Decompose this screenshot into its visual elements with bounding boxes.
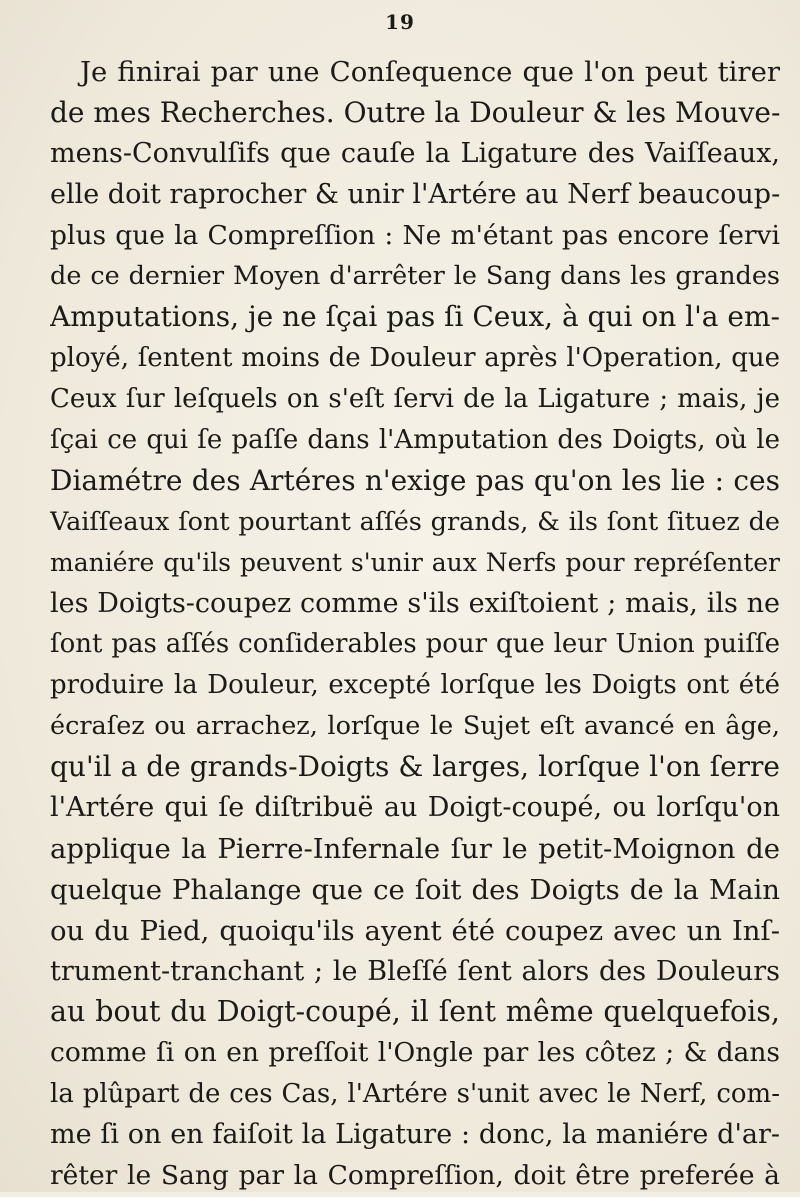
text-line: rêter le Sang par la Compreſſion, doit être preferée à: [50, 1160, 780, 1192]
text-line: de ce dernier Moyen d'arrêter le Sang dans les grandes: [50, 261, 780, 292]
text-line: écraſez ou arrachez, lorſque le Sujet eſt avancé en âge,: [50, 711, 780, 742]
text-line: Je finirai par une Conſequence que l'on peut tirer: [80, 56, 780, 88]
text-line: quelque Phalange que ce ſoit des Doigts de la Main: [50, 873, 780, 906]
text-line: la plûpart de ces Cas, l'Artére s'unit avec le Nerf, com-: [50, 1079, 780, 1110]
text-line: me ſi on en faiſoit la Ligature : donc, la maniére d'ar-: [50, 1119, 780, 1151]
text-line: l'Artére qui ſe diſtribuë au Doigt-coupé, ou lorſqu'on: [50, 792, 780, 824]
text-line: ſçai ce qui ſe paſſe dans l'Amputation des Doigts, où le: [50, 425, 780, 456]
text-line: ou du Pied, quoiqu'ils ayent été coupez avec un Inſ-: [50, 914, 780, 947]
page-number: 19: [385, 10, 415, 34]
text-line: ployé, ſentent moins de Douleur après l'Operation, que: [50, 343, 780, 374]
text-line: au bout du Doigt-coupé, il ſent même quelquefois,: [50, 995, 780, 1029]
text-line: qu'il a de grands-Doigts & larges, lorſque l'on ſerre: [50, 750, 780, 784]
text-line: comme ſi on en preſſoit l'Ongle par les côtez ; & dans: [50, 1037, 780, 1069]
text-line: trument-tranchant ; le Bleſſé ſent alors des Douleurs: [50, 955, 780, 987]
text-line: Vaiſſeaux ſont pourtant aſſés grands, & ils ſont ſituez de: [50, 506, 780, 537]
text-line: ſont pas aſſés conſiderables pour que leur Union puiſſe: [50, 629, 780, 660]
text-line: applique la Pierre-Infernale ſur le petit-Moignon de: [50, 832, 780, 865]
text-line: de mes Recherches. Outre la Douleur & les Mouve-: [50, 95, 780, 129]
text-line: plus que la Compreſſion : Ne m'étant pas encore ſervi: [50, 219, 780, 251]
text-line: les Doigts-coupez comme s'ils exiſtoient ; mais, ils ne: [50, 587, 780, 619]
body-text: [50, 52, 780, 1197]
text-line: Diamétre des Artéres n'exige pas qu'on les lie : ces: [50, 463, 780, 497]
text-line: Ceux ſur leſquels on s'eſt ſervi de la Ligature ; mais, je: [50, 384, 780, 415]
text-line: maniére qu'ils peuvent s'unir aux Nerfs pour repréſenter: [50, 547, 780, 577]
text-line: mens-Convulſifs que cauſe la Ligature des Vaiſſeaux,: [50, 137, 780, 169]
text-line: elle doit raprocher & unir l'Artére au Nerf beaucoup-: [50, 178, 780, 210]
text-line: produire la Douleur, excepté lorſque les Doigts ont été: [50, 670, 780, 701]
text-line: Amputations, je ne ſçai pas ſi Ceux, à qui on l'a em-: [50, 300, 780, 334]
